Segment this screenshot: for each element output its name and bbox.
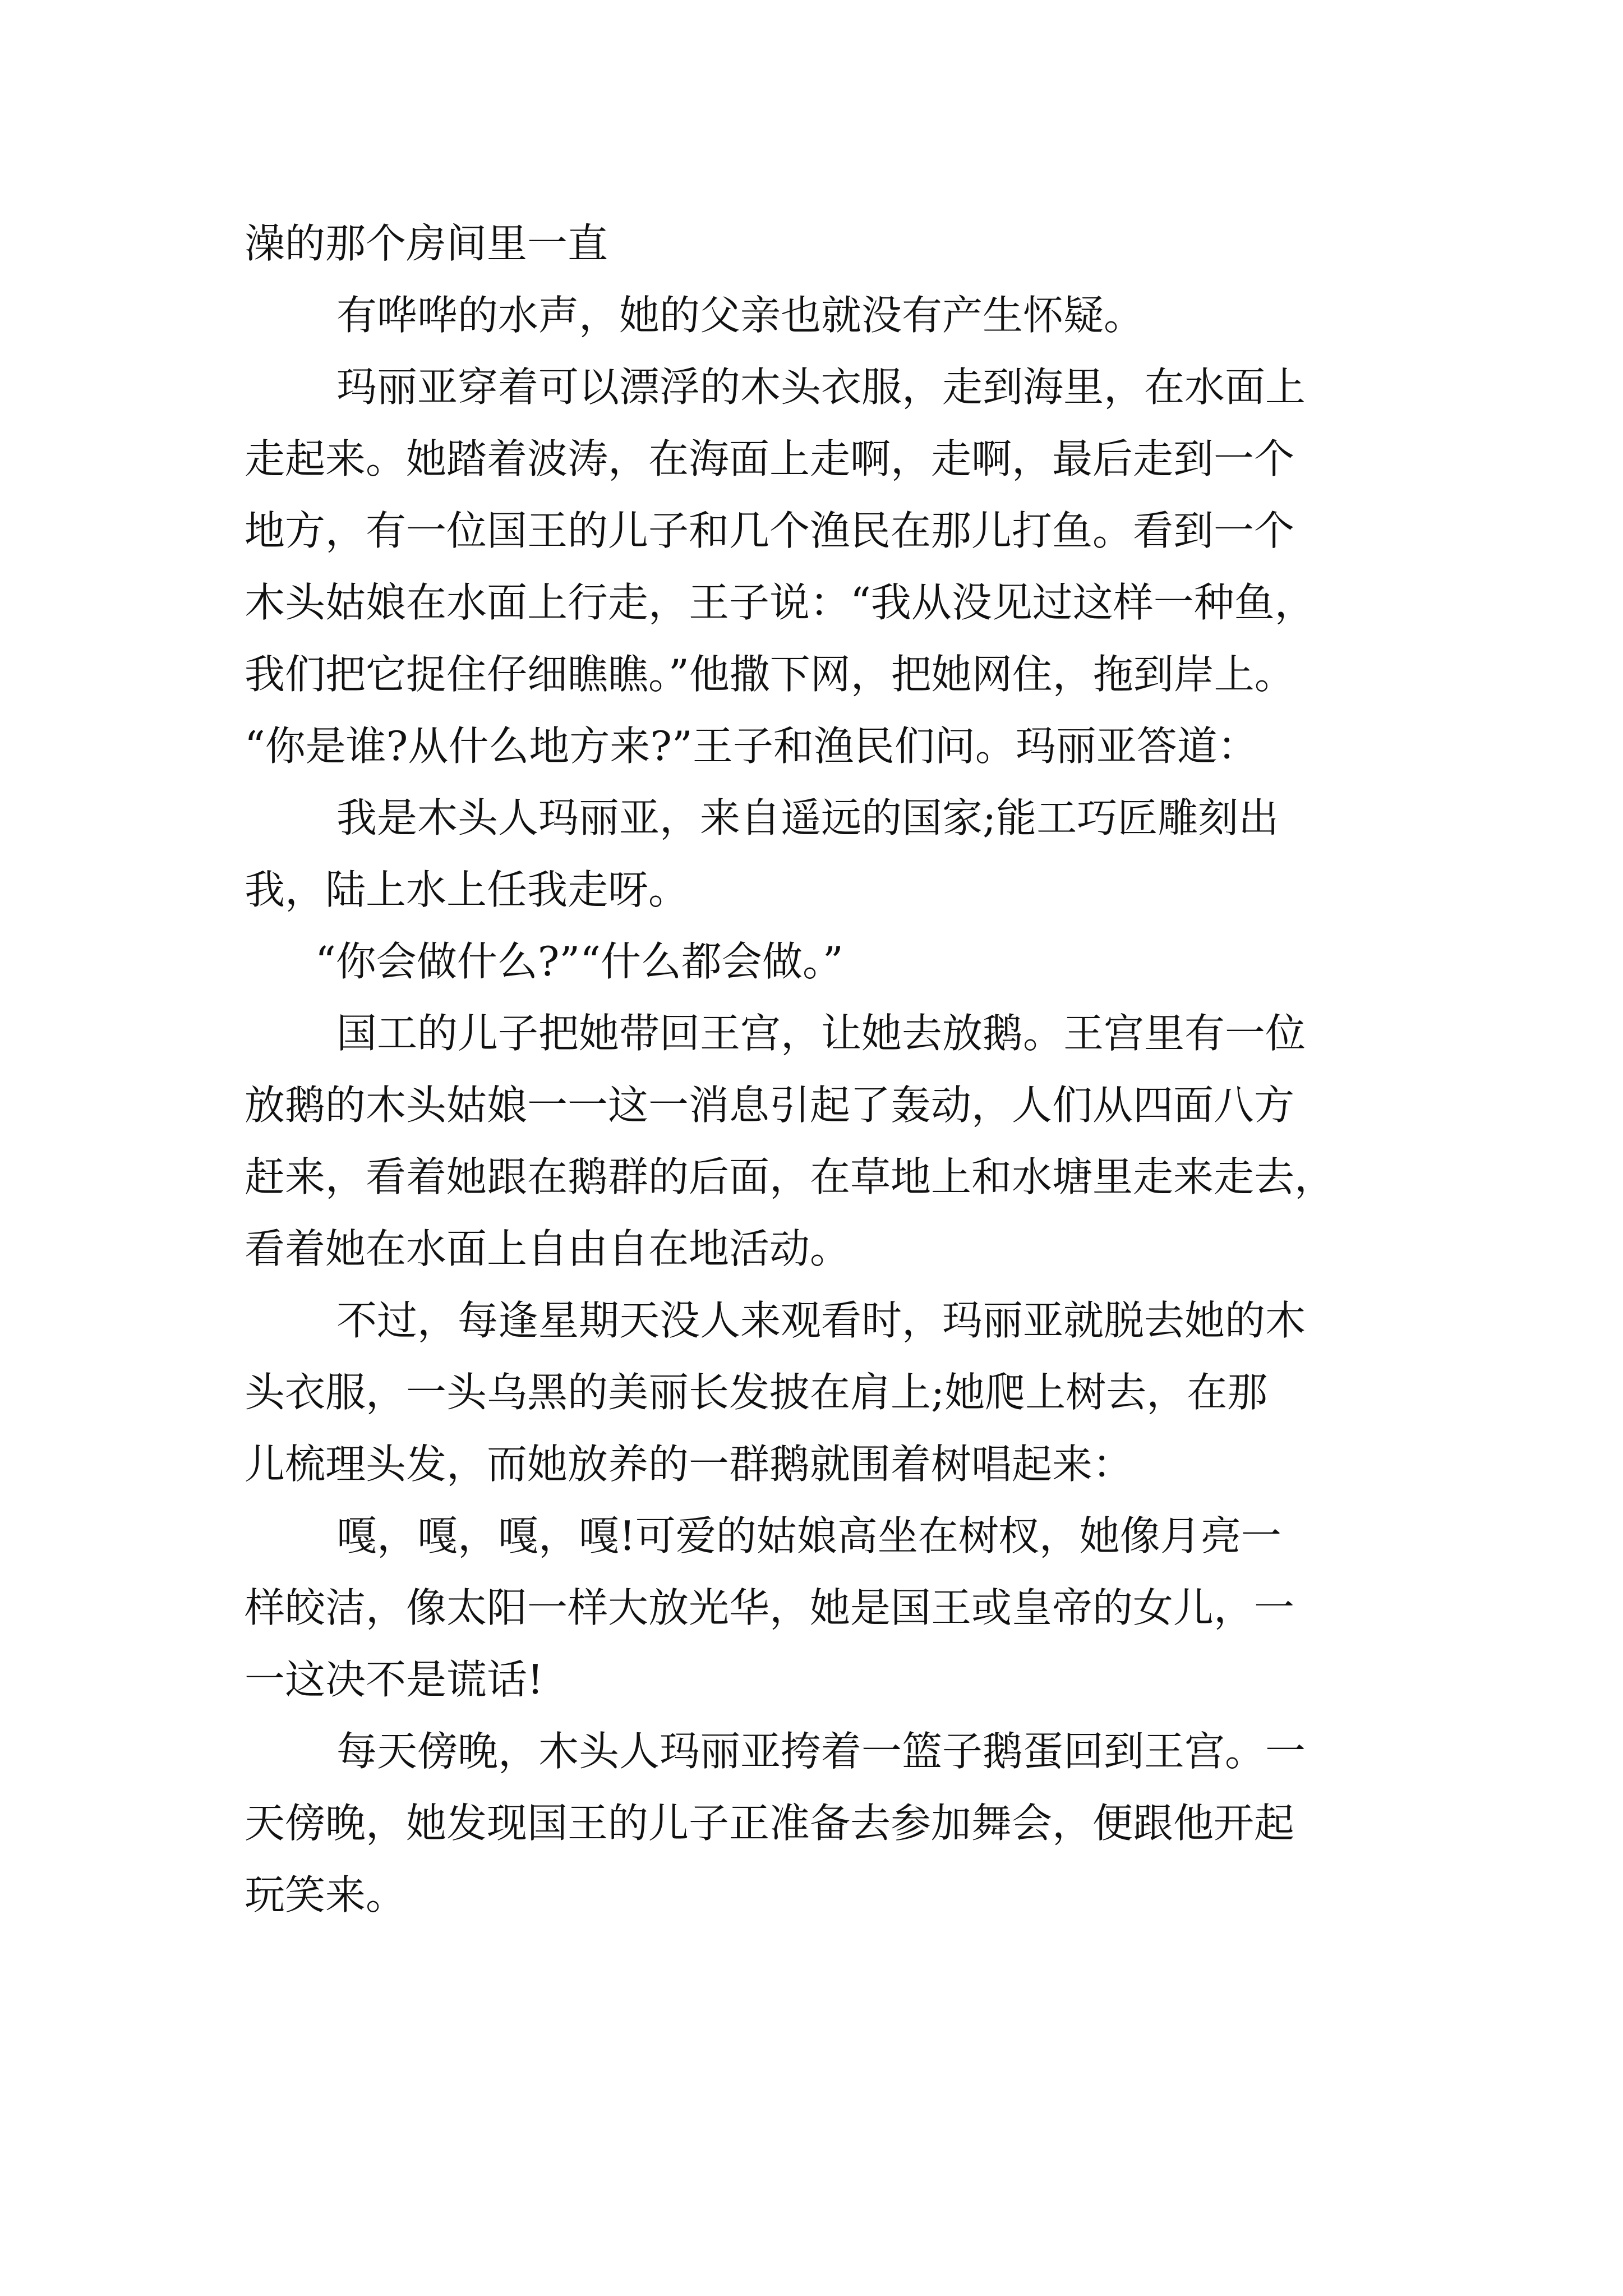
text-line: 儿梳理头发，而她放养的一群鹅就围着树唱起来： xyxy=(245,1441,1133,1488)
text-line: 一这决不是谎话! xyxy=(245,1656,543,1703)
text-line: 嘎，嘎，嘎，嘎!可爱的姑娘高坐在树杈，她像月亮一 xyxy=(336,1512,1281,1559)
text-line: 我是木头人玛丽亚，来自遥远的国家;能工巧匠雕刻出 xyxy=(336,794,1279,841)
text-line: 我，陆上水上任我走呀。 xyxy=(245,866,689,913)
document-body xyxy=(245,208,1439,1931)
text-line: 玛丽亚穿着可以漂浮的木头衣服，走到海里，在水面上 xyxy=(336,364,1306,411)
text-line: “你是谁?从什么地方来?”王子和渔民们问。玛丽亚答道： xyxy=(245,723,1258,770)
text-line: 样皎洁，像太阳一样大放光华，她是国王或皇帝的女儿，一 xyxy=(245,1584,1295,1631)
text-line: 放鹅的木头姑娘一一这一消息引起了轰动，人们从四面八方 xyxy=(245,1082,1295,1129)
text-line: 国工的儿子把她带回王宫，让她去放鹅。王宫里有一位 xyxy=(336,1010,1306,1057)
text-line: 天傍晚，她发现国王的儿子正准备去参加舞会，便跟他开起 xyxy=(245,1800,1295,1847)
text-line: 看着她在水面上自由自在地活动。 xyxy=(245,1225,851,1272)
text-line: 澡的那个房间里一直 xyxy=(245,220,608,267)
text-line: 地方，有一位国王的儿子和几个渔民在那儿打鱼。看到一个 xyxy=(245,507,1295,554)
text-line: 木头姑娘在水面上行走，王子说：“我从没见过这样一种鱼， xyxy=(245,579,1315,626)
text-line: 我们把它捉住仔细瞧瞧。”他撒下网，把她网住，拖到岸上。 xyxy=(245,651,1295,698)
text-line: 不过，每逢星期天没人来观看时，玛丽亚就脱去她的木 xyxy=(336,1297,1306,1344)
text-line: 赶来，看着她跟在鹅群的后面，在草地上和水塘里走来走去， xyxy=(245,1153,1335,1200)
text-line: 有哗哗的水声，她的父亲也就没有产生怀疑。 xyxy=(336,292,1145,339)
text-line: 头衣服，一头乌黑的美丽长发披在肩上;她爬上树去，在那 xyxy=(245,1369,1268,1416)
text-line: “你会做什么?”“什么都会做。” xyxy=(315,938,843,985)
text-line: 走起来。她踏着波涛，在海面上走啊，走啊，最后走到一个 xyxy=(245,435,1295,482)
text-line: 每天傍晚，木头人玛丽亚挎着一篮子鹅蛋回到王宫。一 xyxy=(336,1728,1306,1775)
text-line: 玩笑来。 xyxy=(245,1871,407,1918)
